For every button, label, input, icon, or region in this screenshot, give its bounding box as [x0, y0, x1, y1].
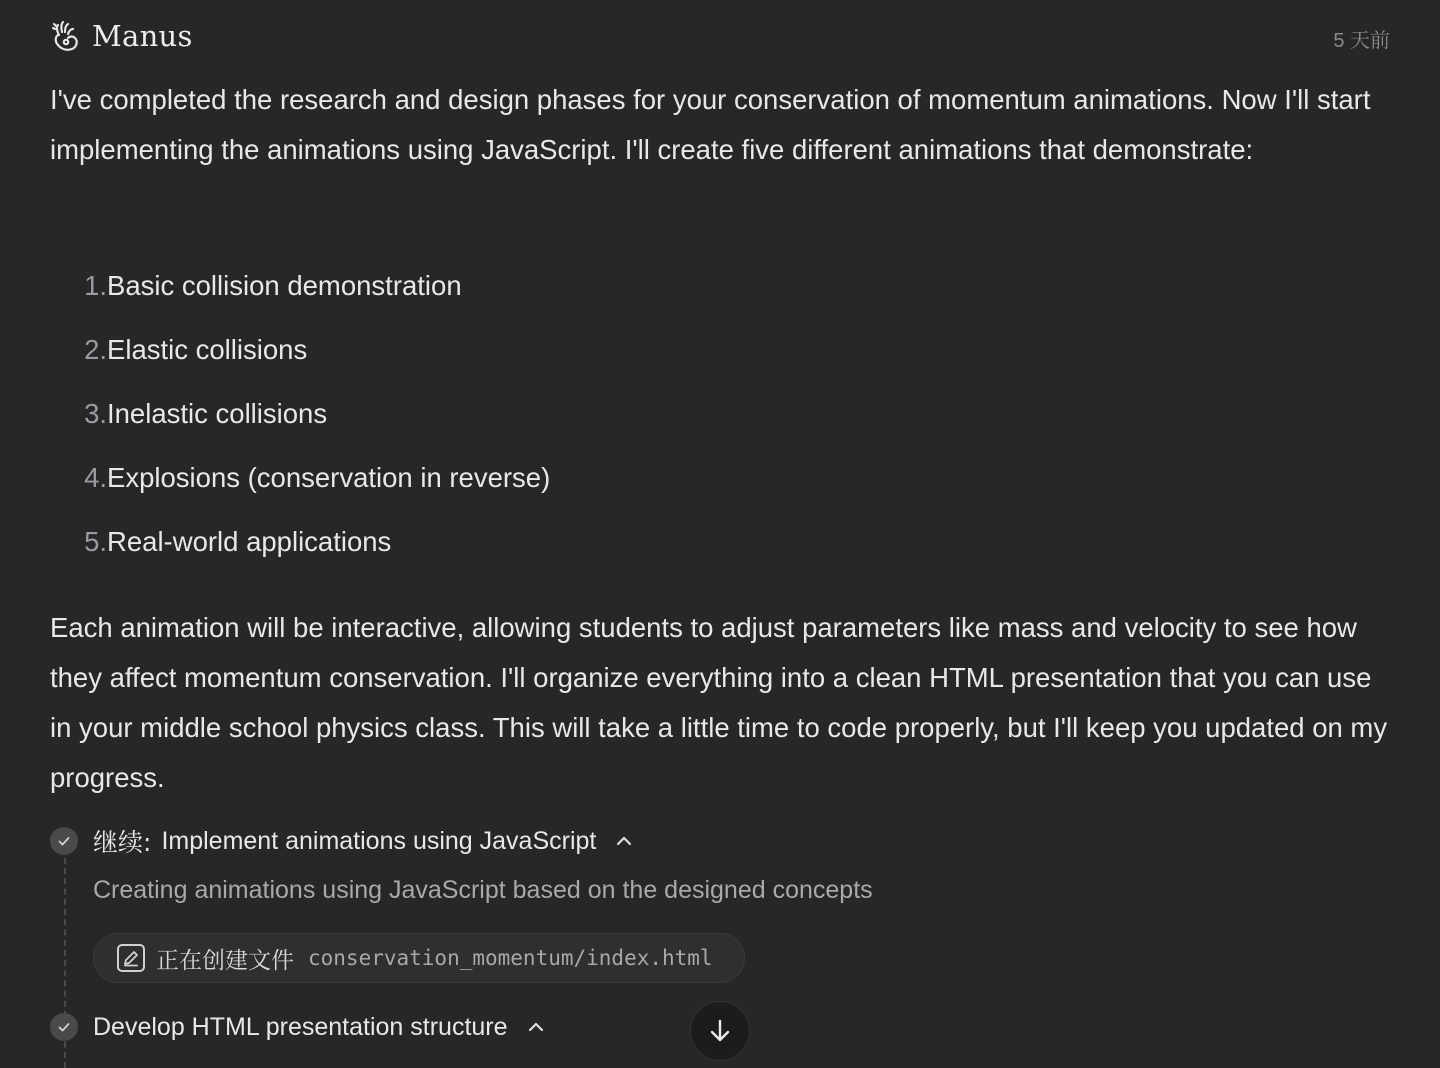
list-item	[50, 254, 550, 318]
hand-logo-icon	[50, 18, 82, 54]
message-header	[50, 14, 1390, 58]
file-action-label: 正在创建文件	[156, 947, 294, 974]
step-title: Develop HTML presentation structure	[93, 1012, 508, 1041]
step-description: Creating animations using JavaScript based on the designed concepts	[93, 876, 873, 904]
message-outro: Each animation will be interactive, allowing students to adjust parameters like mass and velocity to see how they affect momentum conservation. I'll organize everything into a clean HTML presentation that you can use in your middle school physics class. This will take a little time to code properly, but I'll keep you updated on my progress.	[50, 612, 1388, 793]
list-item-number: 4.	[84, 462, 107, 493]
list-item-number: 2.	[84, 334, 107, 365]
list-item-text: Real-world applications	[107, 526, 392, 557]
file-action-chip[interactable]	[93, 933, 745, 983]
edit-file-icon	[116, 943, 146, 973]
step-develop-html[interactable]	[50, 1012, 546, 1042]
check-icon	[50, 827, 78, 855]
brand-name: Manus	[92, 19, 193, 53]
step-implement-animations[interactable]	[50, 826, 634, 856]
brand	[50, 14, 193, 58]
chevron-up-icon[interactable]	[526, 1017, 546, 1037]
list-item-number: 3.	[84, 398, 107, 429]
list-item	[50, 510, 550, 574]
list-item-text: Inelastic collisions	[107, 398, 328, 429]
list-item	[50, 446, 550, 510]
message-intro: I've completed the research and design phases for your conservation of momentum animations. Now I'll start implementing the animations using JavaScript. I'll create five different animations that demonstrate:	[50, 84, 1371, 165]
file-path: conservation_momentum/index.html	[308, 946, 713, 970]
message-timestamp: 5 天前	[1333, 30, 1390, 52]
check-icon	[50, 1013, 78, 1041]
list-item-number: 1.	[84, 270, 107, 301]
list-item-text: Explosions (conservation in reverse)	[107, 462, 551, 493]
animation-list	[50, 254, 550, 574]
list-item	[50, 382, 550, 446]
scroll-to-bottom-button[interactable]	[690, 1001, 750, 1061]
list-item-text: Elastic collisions	[107, 334, 308, 365]
step-prefix: 继续:	[93, 828, 152, 857]
arrow-down-icon	[706, 1017, 734, 1045]
list-item-text: Basic collision demonstration	[107, 270, 462, 301]
chevron-up-icon[interactable]	[614, 831, 634, 851]
step-title: Implement animations using JavaScript	[161, 826, 597, 855]
list-item-number: 5.	[84, 526, 107, 557]
list-item	[50, 318, 550, 382]
